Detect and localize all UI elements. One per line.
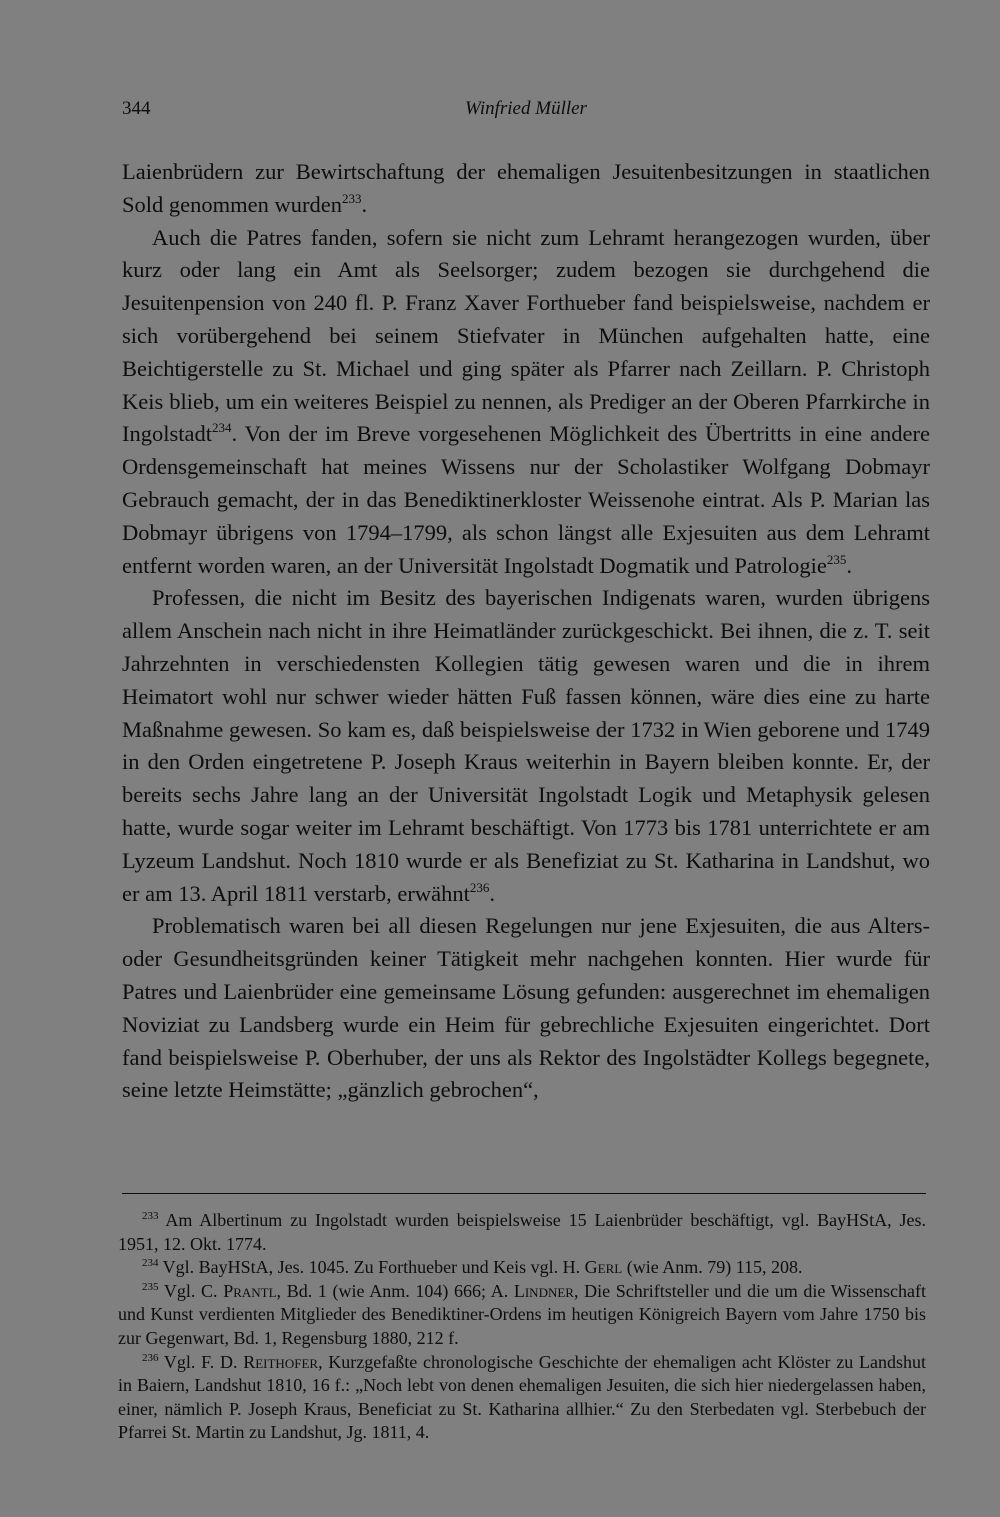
note-marker: 233 xyxy=(142,1210,159,1222)
footnote xyxy=(118,1351,926,1445)
text-run: Vgl. BayHStA, Jes. 1045. Zu Forthueber und Keis vgl. H. xyxy=(158,1257,585,1278)
text-run: , Kurzgefaßte chronologische Geschichte der ehemaligen acht Klöster zu Landshut in Baiern, Landshut 1810, 16 f.: „Noch lebt von denen ehemaligen Jesuiten, die sich hier niedergelassen haben, einer, nämlich P. Joseph Kraus, Beneficiat zu St. Katharina allhier.“ Zu den Sterbedaten vgl. Sterbebuch der Pfarrei St. Martin zu Landshut, Jg. 1811, 4. xyxy=(118,1351,926,1443)
page-number: 344 xyxy=(122,98,151,119)
text-run: (wie Anm. 79) 115, 208. xyxy=(622,1257,803,1278)
text-run: Problematisch waren bei all diesen Regelungen nur jene Exjesuiten, die aus Alters- oder Gesundheitsgründen keiner Tätigkeit mehr nachgehen konnten. Hier wurde für Patres und Laienbrüder eine gemeinsame Lösung gefunden: ausgerechnet im ehemaligen Noviziat zu Landsberg wurde ein Heim für gebrechliche Exjesuiten eingerichtet. Dort fand beispielsweise P. Oberhuber, der uns als Rektor des Ingolstädter Kollegs begegnete, seine letzte Heimstätte; „gänzlich gebrochen“, xyxy=(122,913,930,1103)
note-marker: 236 xyxy=(469,879,490,895)
text-run: , Bd. 1 (wie Anm. 104) 666; A. xyxy=(276,1280,514,1301)
text-run: Vgl. C. xyxy=(158,1280,224,1301)
note-marker: 235 xyxy=(142,1280,159,1293)
author-name: Gerl xyxy=(584,1257,623,1278)
text-run: Auch die Patres fanden, sofern sie nicht zum Lehramt herangezogen wurden, über kurz oder lang ein Amt als Seelsorger; zudem bezogen sie durchgehend die Jesuitenpension von 240 fl. P. Franz Xaver Forthueber fand beispielsweise, nachdem er sich vorübergehend bei seinem Stiefvater in München aufgehalten hatte, eine Beichtigerstelle zu St. Michael und ging später als Pfarrer nach Zeillarn. P. Christoph Keis blieb, um ein weiteres Beispiel zu nennen, als Prediger an der Oberen Pfarrkirche in Ingolstadt xyxy=(122,224,930,447)
paragraph xyxy=(122,582,930,910)
note-marker: 235 xyxy=(826,551,847,567)
note-marker: 233 xyxy=(341,190,362,206)
page-header xyxy=(122,98,930,126)
note-marker: 234 xyxy=(142,1257,159,1270)
text-run: . xyxy=(489,880,495,906)
text-run: . xyxy=(361,191,368,217)
text-run: . xyxy=(846,552,852,578)
footnote xyxy=(118,1209,926,1256)
text-run: Laienbrüdern zur Bewirtschaftung der ehemaligen Jesuitenbesitzungen in staatlichen Sold genommen wurden xyxy=(122,159,930,217)
paragraph xyxy=(122,222,930,583)
note-marker: 234 xyxy=(212,420,232,436)
footnotes xyxy=(118,1209,926,1445)
footnote xyxy=(118,1256,926,1280)
author-name: Reithofer xyxy=(243,1351,319,1372)
paragraph xyxy=(122,156,930,222)
paragraph xyxy=(122,910,930,1107)
text-run: , Die Schriftsteller und die um die Wissenschaft und Kunst verdienten Mitglieder des Benediktiner-Ordens im heutigen Königreich Bayern vom Jahre 1750 bis zur Gegenwart, Bd. 1, Regensburg 1880, 212 f. xyxy=(118,1280,926,1348)
author-name: Lindner xyxy=(513,1280,574,1301)
running-head: Winfried Müller xyxy=(465,98,587,119)
footnote xyxy=(118,1280,926,1351)
text-run: Am Albertinum zu Ingolstadt wurden beispielsweise 15 Laienbrüder beschäftigt, vgl. BayHStA, Jes. 1951, 12. Okt. 1774. xyxy=(118,1210,926,1254)
text-run: Professen, die nicht im Besitz des bayerischen Indigenats waren, wurden übrigens allem Anschein nach nicht in ihre Heimatländer zurückgeschickt. Bei ihnen, die z. T. seit Jahrzehnten in verschiedensten Kollegien tätig gewesen waren und die in ihrem Heimatort wohl nur schwer wieder hätten Fuß fassen können, wäre dies eine zu harte Maßnahme gewesen. So kam es, daß beispielsweise der 1732 in Wien geborene und 1749 in den Orden eingetretene P. Joseph Kraus weiterhin in Bayern bleiben konnte. Er, der bereits sechs Jahre lang an der Universität Ingolstadt Logik und Metaphysik gelesen hatte, wurde sogar weiter im Lehramt beschäftigt. Von 1773 bis 1781 unterrichtete er am Lyzeum Landshut. Noch 1810 wurde er als Benefiziat zu St. Katharina in Landshut, wo er am 13. April 1811 verstarb, erwähnt xyxy=(122,585,930,906)
text-run: . Von der im Breve vorgesehenen Möglichkeit des Übertritts in eine andere Ordensgemeinschaft hat meines Wissens nur der Scholastiker Wolfgang Dobmayr Gebrauch gemacht, der in das Benediktinerkloster Weissenohe eintrat. Als P. Marian las Dobmayr übrigens von 1794–1799, als schon längst alle Exjesuiten aus dem Lehramt entfernt worden waren, an der Universität Ingolstadt Dogmatik und Patrologie xyxy=(122,421,930,578)
footnote-divider xyxy=(122,1193,926,1194)
author-name: Prantl xyxy=(223,1280,277,1301)
text-run: Vgl. F. D. xyxy=(158,1351,244,1372)
note-marker: 236 xyxy=(142,1351,159,1364)
body-text xyxy=(122,156,930,1107)
